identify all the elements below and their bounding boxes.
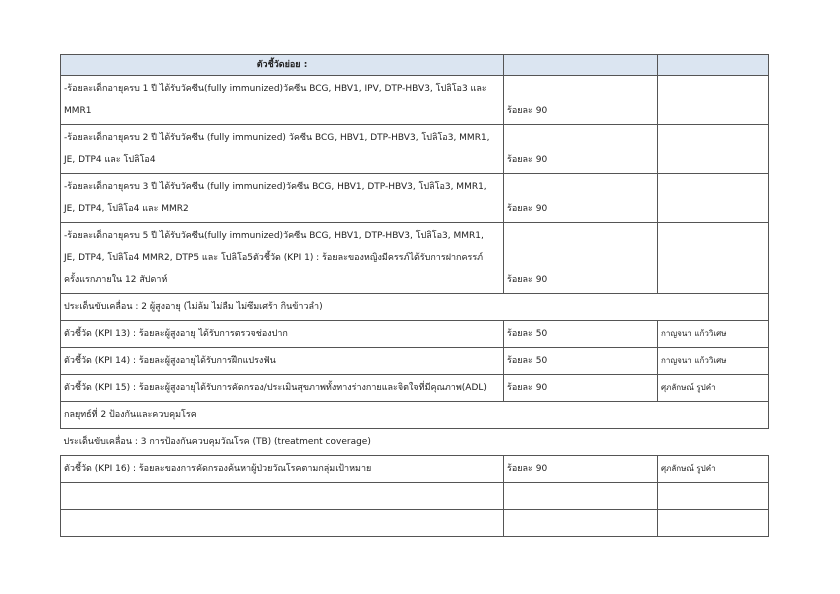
kpi-responsible: กาญจนา แก้ววิเศษ	[658, 348, 769, 375]
table-row	[61, 174, 769, 223]
section-heading: ประเด็นขับเคลื่อน : 3 การป้องกันควบคุมวัณโรค (TB) (treatment coverage)	[63, 437, 371, 447]
row-responsible	[658, 223, 769, 294]
table-row	[61, 125, 769, 174]
kpi-target: ร้อยละ 90	[504, 456, 658, 483]
row-responsible	[658, 125, 769, 174]
kpi-responsible: ศุภลักษณ์ รูปคำ	[658, 375, 769, 402]
kpi-responsible: กาญจนา แก้ววิเศษ	[658, 321, 769, 348]
kpi-description: ตัวชี้วัด (KPI 13) : ร้อยละผู้สูงอายุ ได้รับการตรวจช่องปาก	[61, 321, 504, 348]
table-row	[61, 456, 769, 483]
row-description	[61, 125, 504, 174]
kpi-description: ตัวชี้วัด (KPI 14) : ร้อยละผู้สูงอายุได้รับการฝึกแปรงฟัน	[61, 348, 504, 375]
desc-line: -ร้อยละเด็กอายุครบ 5 ปี ได้รับวัคซีน(fully immunized)วัคซีน BCG, HBV1, DTP-HBV3, โปลิโอ3, MMR1,	[64, 231, 484, 241]
table-row	[61, 223, 769, 294]
empty-cell	[504, 510, 658, 537]
desc-line: MMR1	[64, 106, 92, 116]
empty-row	[61, 483, 769, 510]
header-title: ตัวชี้วัดย่อย :	[61, 55, 504, 76]
kpi-description: ตัวชี้วัด (KPI 16) : ร้อยละของการคัดกรองค้นหาผู้ป่วยวัณโรคตามกลุ่มเป้าหมาย	[61, 456, 504, 483]
empty-cell	[504, 483, 658, 510]
desc-line: JE, DTP4 และ โปลิโอ4	[64, 155, 156, 165]
row-description	[61, 76, 504, 125]
empty-cell	[61, 510, 504, 537]
table-row	[61, 76, 769, 125]
table-row	[61, 321, 769, 348]
empty-row	[61, 510, 769, 537]
header-col3	[658, 55, 769, 76]
kpi-table	[60, 54, 769, 537]
table-row	[61, 348, 769, 375]
section-heading: ประเด็นขับเคลื่อน : 2 ผู้สูงอายุ (ไม่ล้ม ไม่ลืม ไม่ซึมเศร้า กินข้าวลำ)	[61, 294, 769, 321]
row-responsible	[658, 174, 769, 223]
row-target: ร้อยละ 90	[504, 125, 658, 174]
kpi-target: ร้อยละ 50	[504, 321, 658, 348]
row-responsible	[658, 76, 769, 125]
table-row	[61, 375, 769, 402]
row-description	[61, 223, 504, 294]
desc-line: ครั้งแรกภายใน 12 สัปดาห์	[64, 275, 168, 285]
kpi-responsible: ศุภลักษณ์ รูปคำ	[658, 456, 769, 483]
kpi-target: ร้อยละ 50	[504, 348, 658, 375]
desc-line: JE, DTP4, โปลิโอ4 MMR2, DTP5 และ โปลิโอ5ตัวชี้วัด (KPI 1) : ร้อยละของหญิงมีครรภ์ได้รับการฝากครรภ์	[64, 253, 484, 263]
row-description	[61, 174, 504, 223]
section-row	[61, 429, 769, 456]
table-header-row	[61, 55, 769, 76]
section-row	[61, 294, 769, 321]
row-target: ร้อยละ 90	[504, 76, 658, 125]
empty-cell	[658, 510, 769, 537]
kpi-target: ร้อยละ 90	[504, 375, 658, 402]
empty-cell	[61, 483, 504, 510]
kpi-description: ตัวชี้วัด (KPI 15) : ร้อยละผู้สูงอายุได้รับการคัดกรอง/ประเมินสุขภาพทั้งทางร่างกายและจิตใจที่มีคุณภาพ(ADL)	[61, 375, 504, 402]
strategy-row	[61, 402, 769, 429]
row-target: ร้อยละ 90	[504, 223, 658, 294]
header-col2	[504, 55, 658, 76]
strategy-heading: กลยุทธ์ที่ 2 ป้องกันและควบคุมโรค	[61, 402, 769, 429]
desc-line: -ร้อยละเด็กอายุครบ 1 ปี ได้รับวัคซีน(fully immunized)วัคซีน BCG, HBV1, IPV, DTP-HBV3, โปลิโอ3 และ	[64, 84, 487, 94]
desc-line: -ร้อยละเด็กอายุครบ 3 ปี ได้รับวัคซีน (fully immunized)วัคซีน BCG, HBV1, DTP-HBV3, โปลิโอ3, MMR1,	[64, 182, 487, 192]
desc-line: -ร้อยละเด็กอายุครบ 2 ปี ได้รับวัคซีน (fully immunized) วัคซีน BCG, HBV1, DTP-HBV3, โปลิโอ3, MMR1,	[64, 133, 490, 143]
row-target: ร้อยละ 90	[504, 174, 658, 223]
empty-cell	[658, 483, 769, 510]
desc-line: JE, DTP4, โปลิโอ4 และ MMR2	[64, 204, 189, 214]
